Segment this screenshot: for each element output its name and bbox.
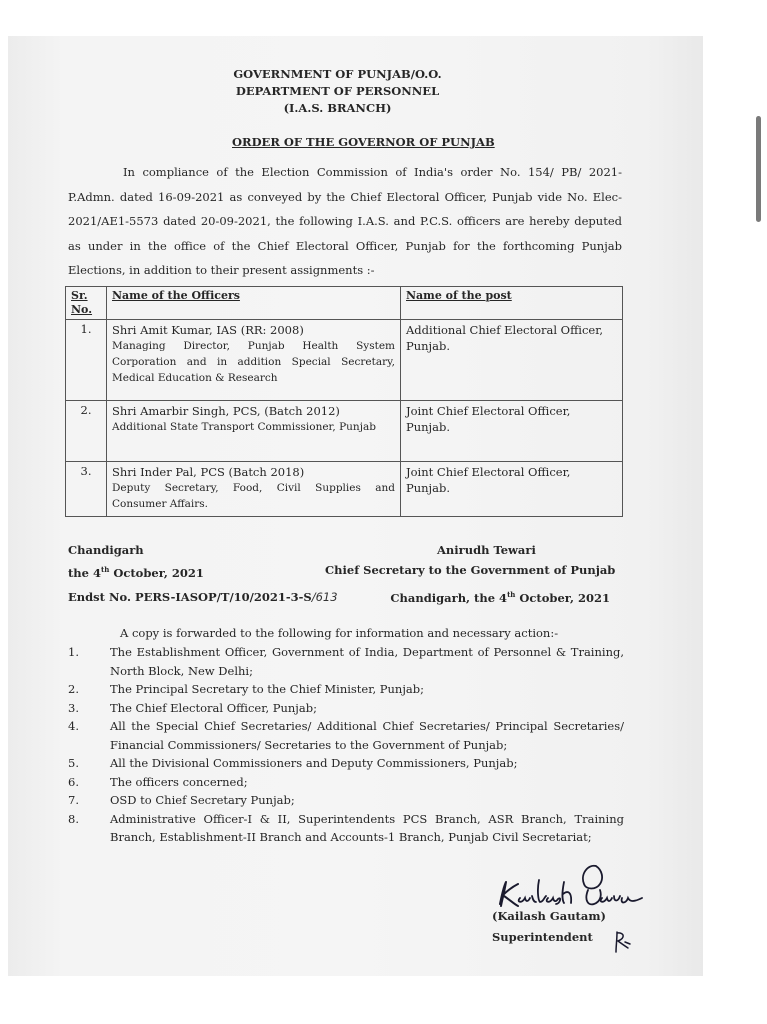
officer-designation: Managing Director, Punjab Health System Corporation and in addition Special Secretary, Medical Education & Research: [112, 340, 395, 384]
signature-block: [492, 906, 606, 948]
officer-name: Shri Inder Pal, PCS (Batch 2018): [112, 465, 305, 479]
officer-designation: Additional State Transport Commissioner, Punjab: [112, 421, 376, 433]
signatory-block: [325, 540, 623, 580]
list-item: 6. The officers concerned;: [68, 774, 248, 789]
row-post: Joint Chief Electoral Officer, Punjab.: [401, 401, 623, 462]
list-item: 2. The Principal Secretary to the Chief Minister, Punjab;: [68, 682, 424, 696]
officer-name: Shri Amit Kumar, IAS (RR: 2008): [112, 323, 304, 337]
signatory-name: Anirudh Tewari: [437, 543, 536, 557]
row-sr-no: 1.: [66, 320, 107, 401]
endorsement-date: Chandigarh, the 4th October, 2021: [390, 590, 610, 605]
list-item: 7. OSD to Chief Secretary Punjab;: [68, 793, 295, 807]
row-sr-no: 2.: [66, 401, 107, 462]
row-officer: [107, 462, 401, 517]
row-officer: [107, 401, 401, 462]
signatory-printed-name: (Kailash Gautam): [492, 909, 606, 923]
row-post: Joint Chief Electoral Officer, Punjab.: [401, 462, 623, 517]
scrollbar[interactable]: [756, 116, 761, 222]
list-item: 4. All the Special Chief Secretaries/ Additional Chief Secretaries/ Principal Secretaries/ Financial Commissioners/ Secretaries to the Government of Punjab;: [68, 719, 624, 752]
intro-paragraph: [68, 160, 622, 283]
letterhead: [0, 66, 767, 117]
table-header-row: [66, 287, 623, 320]
forward-text: A copy is forwarded to the following for information and necessary action:-: [120, 626, 559, 640]
intro-text: In compliance of the Election Commission of India's order No. 154/ PB/ 2021- P.Admn. dated 16-09-2021 as conveyed by the Chief Electoral Officer, Punjab vide No. Elec-2021/AE1-5573 dated 20-09-2021, the following I.A.S. and P.C.S. officers are hereby deputed as under in the office of the Chief Electoral Officer, Punjab for the forthcoming Punjab Elections, in addition to their present assignments :-: [68, 165, 622, 277]
header-sr-no: Sr. No.: [66, 287, 107, 320]
endorsement-line: [68, 590, 623, 604]
order-date: the 4th October, 2021: [68, 565, 204, 580]
distribution-list: [68, 643, 624, 847]
officer-designation: Deputy Secretary, Food, Civil Supplies and Consumer Affairs.: [112, 482, 395, 510]
officer-name: Shri Amarbir Singh, PCS, (Batch 2012): [112, 404, 340, 418]
endorsement-handwritten-number: /613: [311, 590, 338, 604]
row-officer: [107, 320, 401, 401]
header-branch: (I.A.S. BRANCH): [283, 101, 392, 115]
header-post-name: Name of the post: [401, 287, 623, 320]
list-item: 1. The Establishment Officer, Government of India, Department of Personnel & Training, North Block, New Delhi;: [68, 645, 624, 678]
signatory-title: Superintendent: [492, 930, 593, 944]
officers-table: [65, 286, 623, 517]
header-department: DEPARTMENT OF PERSONNEL: [235, 84, 440, 98]
order-title: ORDER OF THE GOVERNOR OF PUNJAB: [232, 135, 495, 149]
row-post: Additional Chief Electoral Officer, Punjab.: [401, 320, 623, 401]
header-government: GOVERNMENT OF PUNJAB/O.O.: [233, 67, 442, 81]
table-row: [66, 401, 623, 462]
table-row: [66, 462, 623, 517]
place-date-block: [68, 540, 204, 583]
row-sr-no: 3.: [66, 462, 107, 517]
list-item: 5. All the Divisional Commissioners and Deputy Commissioners, Punjab;: [68, 756, 518, 770]
list-item: 3. The Chief Electoral Officer, Punjab;: [68, 700, 317, 715]
signatory-designation: Chief Secretary to the Government of Punjab: [325, 563, 616, 577]
header-officer-name: Name of the Officers: [107, 287, 401, 320]
list-item: 8. Administrative Officer-I & II, Superintendents PCS Branch, ASR Branch, Training Branch, Establishment-II Branch and Accounts-1 Branch, Punjab Civil Secretariat;: [68, 811, 624, 844]
place: Chandigarh: [68, 543, 144, 557]
handwritten-initials: [612, 928, 632, 954]
endorsement-number: Endst No. PERS-IASOP/T/10/2021-3-S: [68, 590, 312, 604]
table-row: [66, 320, 623, 401]
